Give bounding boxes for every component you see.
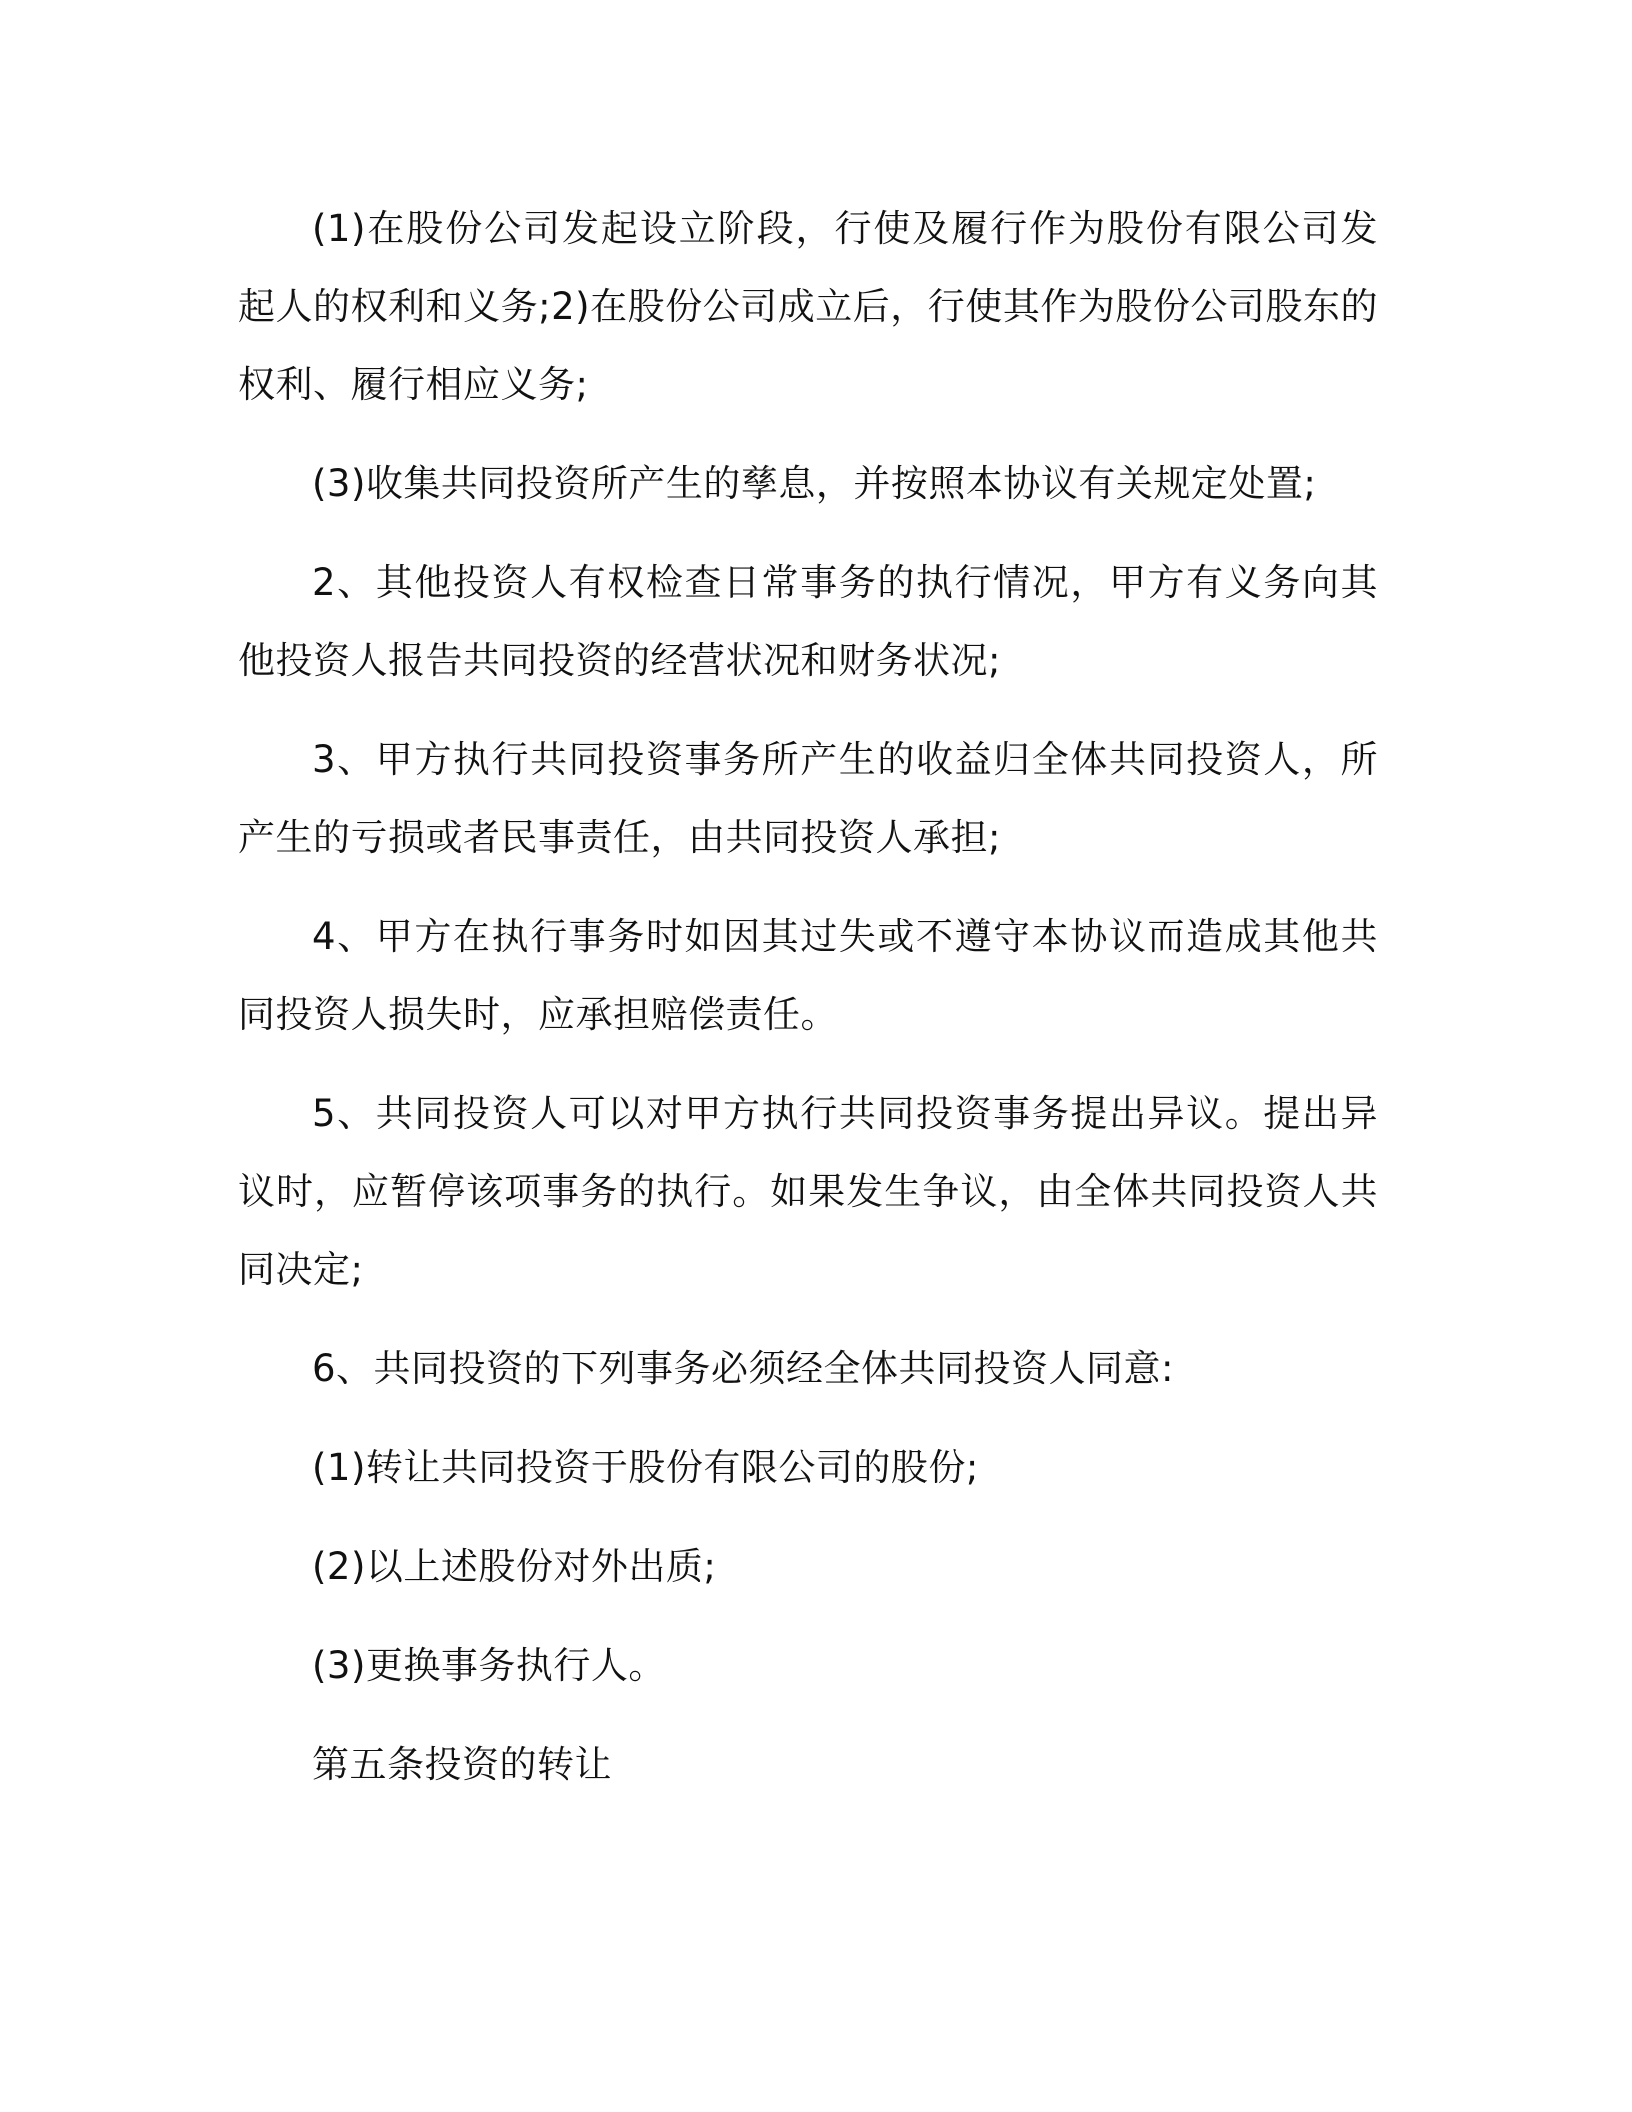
paragraph-rights-obligations: (1)在股份公司发起设立阶段，行使及履行作为股份有限公司发起人的权利和义务;2)在股份公司成立后，行使其作为股份公司股东的权利、履行相应义务; — [238, 207, 1378, 406]
document-body — [238, 190, 1378, 1825]
paragraph-objection: 5、共同投资人可以对甲方执行共同投资事务提出异议。提出异议时，应暂停该项事务的执行。如果发生争议，由全体共同投资人共同决定; — [238, 1092, 1378, 1291]
list-item-transfer-shares: (1)转让共同投资于股份有限公司的股份; — [312, 1446, 979, 1489]
paragraph-collect-yields: (3)收集共同投资所产生的孳息，并按照本协议有关规定处置; — [312, 462, 1317, 505]
paragraph-unanimous-consent: 6、共同投资的下列事务必须经全体共同投资人同意: — [312, 1347, 1175, 1390]
list-item-pledge-shares: (2)以上述股份对外出质; — [312, 1545, 717, 1588]
list-item-replace-executor: (3)更换事务执行人。 — [312, 1644, 666, 1687]
paragraph-inspection-right: 2、其他投资人有权检查日常事务的执行情况，甲方有义务向其他投资人报告共同投资的经营状况和财务状况; — [238, 561, 1378, 682]
paragraph-profit-loss: 3、甲方执行共同投资事务所产生的收益归全体共同投资人，所产生的亏损或者民事责任，由共同投资人承担; — [238, 738, 1378, 859]
section-heading-article-5: 第五条投资的转让 — [312, 1743, 612, 1786]
paragraph-compensation: 4、甲方在执行事务时如因其过失或不遵守本协议而造成其他共同投资人损失时，应承担赔偿责任。 — [238, 915, 1378, 1036]
